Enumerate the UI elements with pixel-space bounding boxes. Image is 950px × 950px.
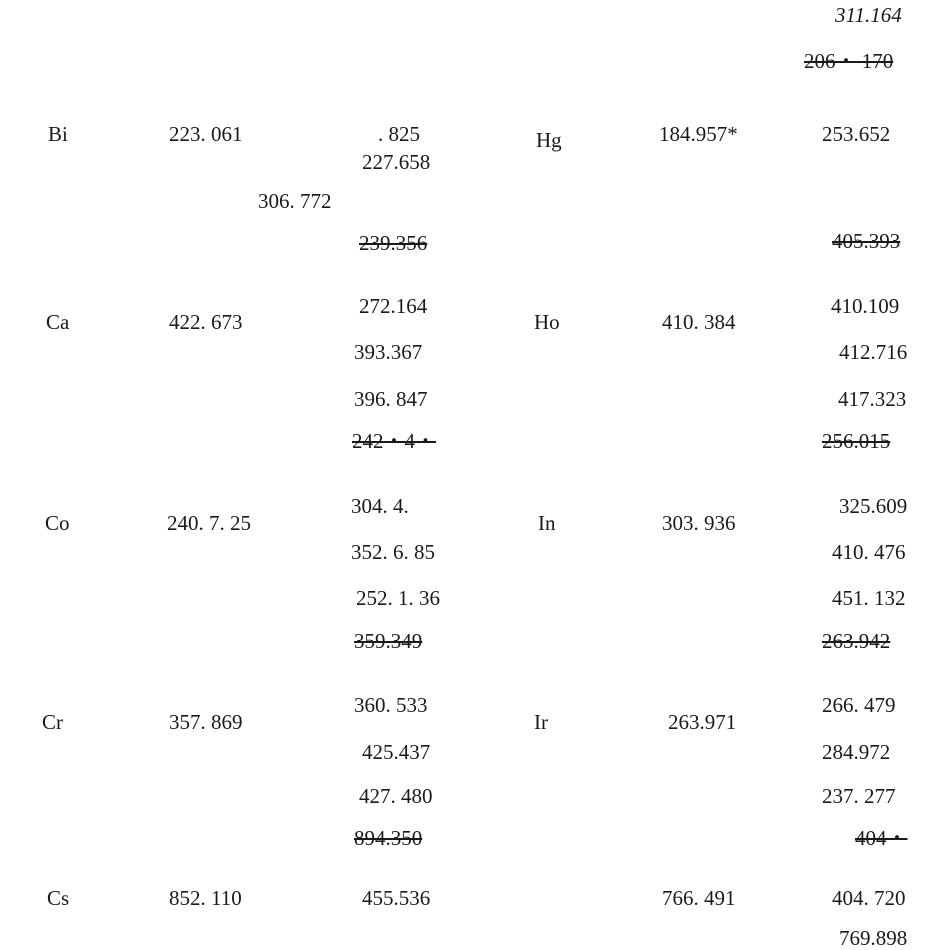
element-symbol-co: Co bbox=[45, 511, 70, 535]
primary-line-cr: 357. 869 bbox=[169, 710, 243, 734]
line-ho-3: 417.323 bbox=[838, 387, 907, 411]
primary-line-cs: 852. 110 bbox=[169, 886, 242, 910]
element-symbol-cs: Cs bbox=[47, 886, 70, 910]
element-symbol-ir: Ir bbox=[534, 710, 548, 734]
line-cr-2: 425.437 bbox=[362, 740, 431, 764]
primary-line-k: 766. 491 bbox=[662, 886, 736, 910]
line-cr-1: 360. 533 bbox=[354, 693, 428, 717]
line-cr-3: 427. 480 bbox=[359, 784, 433, 808]
element-symbol-ho: Ho bbox=[534, 310, 560, 334]
line-k-1: 404. 720 bbox=[832, 886, 906, 910]
line-cr-4-struck: 894.350 bbox=[354, 826, 423, 850]
line-in-4-struck: 263.942 bbox=[822, 629, 891, 653]
line-bi-3: 306. 772 bbox=[258, 189, 332, 213]
element-symbol-ca: Ca bbox=[46, 310, 70, 334]
line-ho-4-struck: 256.015 bbox=[822, 429, 891, 453]
line-co-3: 252. 1. 36 bbox=[356, 586, 440, 610]
line-in-2: 410. 476 bbox=[832, 540, 906, 564]
line-ir-4-struck: 404・ bbox=[855, 826, 908, 850]
line-co-2: 352. 6. 85 bbox=[351, 540, 435, 564]
line-cs-1: 455.536 bbox=[362, 886, 431, 910]
line-hg-1: 253.652 bbox=[822, 122, 891, 146]
element-symbol-hg: Hg bbox=[536, 128, 562, 152]
line-ir-3: 237. 277 bbox=[822, 784, 896, 808]
line-co-1: 304. 4. bbox=[351, 494, 409, 518]
primary-line-in: 303. 936 bbox=[662, 511, 736, 535]
line-in-1: 325.609 bbox=[839, 494, 908, 518]
line-hg-2-struck: 405.393 bbox=[832, 229, 901, 253]
line-ca-1: 272.164 bbox=[359, 294, 428, 318]
line-ho-2: 412.716 bbox=[839, 340, 908, 364]
line-bi-4-struck: 239.356 bbox=[359, 231, 428, 255]
primary-line-ho: 410. 384 bbox=[662, 310, 736, 334]
element-symbol-cr: Cr bbox=[42, 710, 63, 734]
line-co-4-struck: 359.349 bbox=[354, 629, 423, 653]
line-ir-2: 284.972 bbox=[822, 740, 891, 764]
line-in-3: 451. 132 bbox=[832, 586, 906, 610]
line-ca-2: 393.367 bbox=[354, 340, 423, 364]
line-ir-1: 266. 479 bbox=[822, 693, 896, 717]
line-ca-3: 396. 847 bbox=[354, 387, 428, 411]
top-value: 311.164 bbox=[835, 3, 902, 27]
primary-line-ca: 422. 673 bbox=[169, 310, 243, 334]
line-k-2: 769.898 bbox=[839, 926, 908, 950]
line-bi-2: 227.658 bbox=[362, 150, 431, 174]
line-ca-4-struck: 242・4・ bbox=[352, 429, 436, 453]
primary-line-ir: 263.971 bbox=[668, 710, 737, 734]
element-symbol-in: In bbox=[538, 511, 556, 535]
primary-line-co: 240. 7. 25 bbox=[167, 511, 251, 535]
line-ho-1: 410.109 bbox=[831, 294, 900, 318]
primary-line-hg: 184.957* bbox=[659, 122, 738, 146]
element-symbol-bi: Bi bbox=[48, 122, 68, 146]
top-value-strike: 206・ 170 bbox=[804, 49, 894, 73]
primary-line-bi: 223. 061 bbox=[169, 122, 243, 146]
line-bi-1: . 825 bbox=[378, 122, 420, 146]
